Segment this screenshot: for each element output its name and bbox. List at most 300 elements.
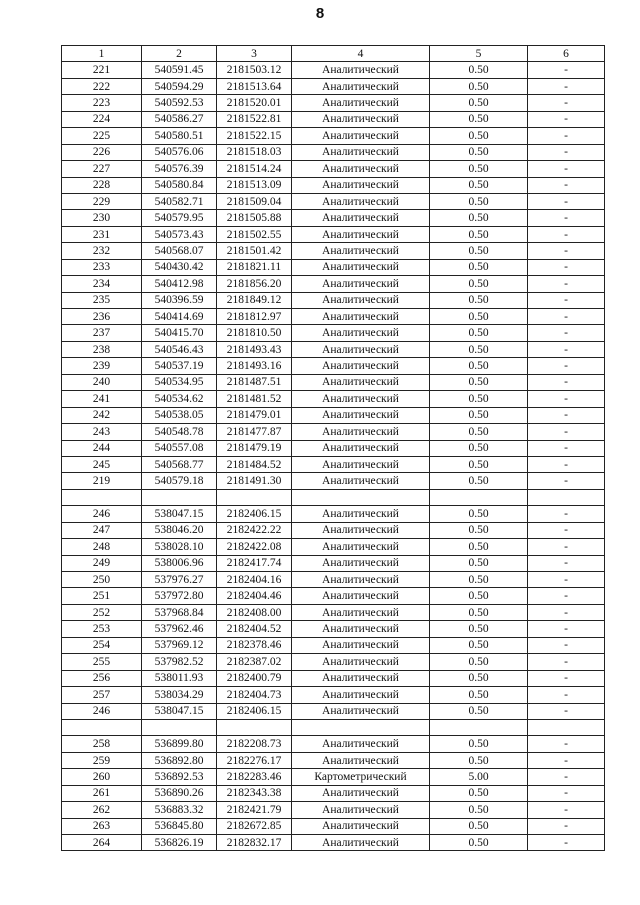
table-cell: 0.50 xyxy=(430,309,528,325)
table-row xyxy=(62,177,605,193)
table-cell: 2182404.73 xyxy=(217,687,292,703)
table-cell: 536883.32 xyxy=(142,802,217,818)
table-cell: Аналитический xyxy=(292,736,430,752)
table-cell: 0.50 xyxy=(430,374,528,390)
table-cell: Аналитический xyxy=(292,259,430,275)
table-cell: 241 xyxy=(62,391,142,407)
table-cell: 538047.15 xyxy=(142,703,217,719)
table-cell: 540576.39 xyxy=(142,161,217,177)
table-row xyxy=(62,309,605,325)
table-cell: 538047.15 xyxy=(142,506,217,522)
table-cell: 256 xyxy=(62,670,142,686)
table-row xyxy=(62,835,605,851)
header-cell: 6 xyxy=(528,46,605,62)
table-row xyxy=(62,489,605,505)
table-cell: 540568.77 xyxy=(142,456,217,472)
table-cell: 2181479.01 xyxy=(217,407,292,423)
table-cell: 0.50 xyxy=(430,276,528,292)
table-cell: 2182387.02 xyxy=(217,654,292,670)
table-cell: 260 xyxy=(62,769,142,785)
table-cell xyxy=(62,489,142,505)
table-cell: - xyxy=(528,506,605,522)
table-cell: 247 xyxy=(62,522,142,538)
table-cell: Картометрический xyxy=(292,769,430,785)
table-cell: 222 xyxy=(62,78,142,94)
table-row xyxy=(62,341,605,357)
table-row xyxy=(62,687,605,703)
table-cell: - xyxy=(528,703,605,719)
table-cell: 538028.10 xyxy=(142,539,217,555)
table-cell: - xyxy=(528,309,605,325)
table-cell: 2182422.08 xyxy=(217,539,292,555)
table-row xyxy=(62,193,605,209)
table-cell: 246 xyxy=(62,703,142,719)
table-cell: 0.50 xyxy=(430,687,528,703)
table-row xyxy=(62,456,605,472)
table-cell: 540534.95 xyxy=(142,374,217,390)
table-cell: Аналитический xyxy=(292,802,430,818)
table-cell: Аналитический xyxy=(292,391,430,407)
table-cell: 2182276.17 xyxy=(217,752,292,768)
table-cell: - xyxy=(528,243,605,259)
table-row xyxy=(62,292,605,308)
table-row xyxy=(62,276,605,292)
table-cell: Аналитический xyxy=(292,309,430,325)
table-cell: Аналитический xyxy=(292,226,430,242)
table-cell: - xyxy=(528,670,605,686)
table-cell: 2181821.11 xyxy=(217,259,292,275)
table-cell: - xyxy=(528,687,605,703)
table-row xyxy=(62,752,605,768)
table-cell: 0.50 xyxy=(430,111,528,127)
table-cell: Аналитический xyxy=(292,144,430,160)
table-cell: 2182406.15 xyxy=(217,506,292,522)
table-cell: - xyxy=(528,193,605,209)
table-row xyxy=(62,440,605,456)
table-cell: 2182378.46 xyxy=(217,637,292,653)
table-cell: Аналитический xyxy=(292,555,430,571)
header-cell: 4 xyxy=(292,46,430,62)
table-cell xyxy=(528,719,605,735)
table-cell: 2182343.38 xyxy=(217,785,292,801)
table-cell: 224 xyxy=(62,111,142,127)
table-cell xyxy=(430,719,528,735)
table-cell: 2181513.64 xyxy=(217,78,292,94)
table-cell: 2182404.52 xyxy=(217,621,292,637)
table-cell: 0.50 xyxy=(430,835,528,851)
table-cell: - xyxy=(528,391,605,407)
table-cell: - xyxy=(528,835,605,851)
table-row xyxy=(62,802,605,818)
table-cell: 259 xyxy=(62,752,142,768)
table-cell: 540591.45 xyxy=(142,62,217,78)
table-cell: 0.50 xyxy=(430,292,528,308)
table-row xyxy=(62,243,605,259)
table-cell: 2182404.46 xyxy=(217,588,292,604)
table-cell: 262 xyxy=(62,802,142,818)
table-cell: - xyxy=(528,341,605,357)
table-cell: 233 xyxy=(62,259,142,275)
table-cell: 2181812.97 xyxy=(217,309,292,325)
table-cell: 2181503.12 xyxy=(217,62,292,78)
table-row xyxy=(62,769,605,785)
table-cell: 238 xyxy=(62,341,142,357)
table-cell: - xyxy=(528,210,605,226)
table-cell: 540537.19 xyxy=(142,358,217,374)
table-cell: 2182672.85 xyxy=(217,818,292,834)
table-cell: Аналитический xyxy=(292,572,430,588)
table-cell: - xyxy=(528,769,605,785)
table-cell: 2181484.52 xyxy=(217,456,292,472)
table-cell: 0.50 xyxy=(430,210,528,226)
table-cell: 2181518.03 xyxy=(217,144,292,160)
table-cell: - xyxy=(528,358,605,374)
table-row xyxy=(62,670,605,686)
table-cell: 228 xyxy=(62,177,142,193)
table-cell: - xyxy=(528,226,605,242)
table-row xyxy=(62,358,605,374)
table-cell: 254 xyxy=(62,637,142,653)
table-cell: 537972.80 xyxy=(142,588,217,604)
table-cell: - xyxy=(528,276,605,292)
table-cell: 540582.71 xyxy=(142,193,217,209)
table-cell: Аналитический xyxy=(292,358,430,374)
table-cell xyxy=(142,489,217,505)
table-cell: 2181509.04 xyxy=(217,193,292,209)
table-cell: - xyxy=(528,374,605,390)
table-cell: 0.50 xyxy=(430,654,528,670)
table-cell: 0.50 xyxy=(430,243,528,259)
table-cell: 5.00 xyxy=(430,769,528,785)
table-cell: 540586.27 xyxy=(142,111,217,127)
table-cell: 2181810.50 xyxy=(217,325,292,341)
table-cell: Аналитический xyxy=(292,341,430,357)
table-cell: 225 xyxy=(62,128,142,144)
table-cell: 0.50 xyxy=(430,604,528,620)
table-row xyxy=(62,374,605,390)
table-cell: 540557.08 xyxy=(142,440,217,456)
table-cell: 255 xyxy=(62,654,142,670)
table-cell: 0.50 xyxy=(430,752,528,768)
table-cell: - xyxy=(528,588,605,604)
table-cell: 261 xyxy=(62,785,142,801)
table-header xyxy=(62,46,605,62)
table-cell: 219 xyxy=(62,473,142,489)
table-cell: 2181493.16 xyxy=(217,358,292,374)
table-cell: - xyxy=(528,637,605,653)
table-cell: 2182417.74 xyxy=(217,555,292,571)
table-cell: 540592.53 xyxy=(142,95,217,111)
table-cell: 2181487.51 xyxy=(217,374,292,390)
table-cell: 2181514.24 xyxy=(217,161,292,177)
table-cell: - xyxy=(528,752,605,768)
table-cell: 246 xyxy=(62,506,142,522)
table-row xyxy=(62,161,605,177)
table-cell: - xyxy=(528,785,605,801)
table-cell: 248 xyxy=(62,539,142,555)
table-cell: Аналитический xyxy=(292,506,430,522)
table-cell: Аналитический xyxy=(292,292,430,308)
table-cell: Аналитический xyxy=(292,243,430,259)
table-cell: 536899.80 xyxy=(142,736,217,752)
table-cell: 252 xyxy=(62,604,142,620)
table-row xyxy=(62,128,605,144)
table-cell xyxy=(292,719,430,735)
table-cell: 234 xyxy=(62,276,142,292)
table-cell: 2182400.79 xyxy=(217,670,292,686)
table-cell: 251 xyxy=(62,588,142,604)
table-cell: 537976.27 xyxy=(142,572,217,588)
table-cell: - xyxy=(528,111,605,127)
table-cell: 0.50 xyxy=(430,539,528,555)
table-cell xyxy=(217,719,292,735)
table-cell: 0.50 xyxy=(430,473,528,489)
table-cell: 0.50 xyxy=(430,226,528,242)
table-row xyxy=(62,654,605,670)
table-cell: Аналитический xyxy=(292,62,430,78)
table-cell: 540415.70 xyxy=(142,325,217,341)
table-cell: 2182283.46 xyxy=(217,769,292,785)
table-cell: Аналитический xyxy=(292,670,430,686)
table-cell: 0.50 xyxy=(430,407,528,423)
table-cell: 0.50 xyxy=(430,177,528,193)
table-cell: 537962.46 xyxy=(142,621,217,637)
header-cell: 1 xyxy=(62,46,142,62)
table-cell: 236 xyxy=(62,309,142,325)
table-row xyxy=(62,78,605,94)
table-cell: 2182422.22 xyxy=(217,522,292,538)
table-cell: - xyxy=(528,177,605,193)
table-row xyxy=(62,407,605,423)
table-cell: 2181849.12 xyxy=(217,292,292,308)
table-cell: - xyxy=(528,539,605,555)
table-cell xyxy=(62,719,142,735)
table-cell: Аналитический xyxy=(292,539,430,555)
table-cell: 2182421.79 xyxy=(217,802,292,818)
table-cell: 263 xyxy=(62,818,142,834)
table-cell: 540430.42 xyxy=(142,259,217,275)
table-cell: 2182832.17 xyxy=(217,835,292,851)
header-cell: 5 xyxy=(430,46,528,62)
table-cell: - xyxy=(528,818,605,834)
table-cell: 0.50 xyxy=(430,440,528,456)
table-row xyxy=(62,555,605,571)
table-cell: 0.50 xyxy=(430,572,528,588)
table-cell: 0.50 xyxy=(430,128,528,144)
table-row xyxy=(62,226,605,242)
table-cell: 540538.05 xyxy=(142,407,217,423)
table-cell: Аналитический xyxy=(292,522,430,538)
table-row xyxy=(62,473,605,489)
table-cell: 257 xyxy=(62,687,142,703)
table-cell: - xyxy=(528,456,605,472)
table-cell: 237 xyxy=(62,325,142,341)
table-cell: 0.50 xyxy=(430,818,528,834)
table-cell: 536826.19 xyxy=(142,835,217,851)
table-cell: 0.50 xyxy=(430,522,528,538)
table-cell: 2182408.00 xyxy=(217,604,292,620)
table-cell: 537969.12 xyxy=(142,637,217,653)
table-cell: 540546.43 xyxy=(142,341,217,357)
table-cell: Аналитический xyxy=(292,78,430,94)
table-cell: Аналитический xyxy=(292,276,430,292)
table-cell: Аналитический xyxy=(292,424,430,440)
table-cell: Аналитический xyxy=(292,456,430,472)
table-cell: 227 xyxy=(62,161,142,177)
table-cell: 0.50 xyxy=(430,703,528,719)
table-cell: 2181481.52 xyxy=(217,391,292,407)
table-cell: 245 xyxy=(62,456,142,472)
table-cell: 226 xyxy=(62,144,142,160)
table-cell: - xyxy=(528,802,605,818)
table-row xyxy=(62,818,605,834)
table-cell: 0.50 xyxy=(430,193,528,209)
table-cell: - xyxy=(528,95,605,111)
table-row xyxy=(62,111,605,127)
table-cell: 0.50 xyxy=(430,144,528,160)
table-cell: 2181477.87 xyxy=(217,424,292,440)
table-cell xyxy=(292,489,430,505)
table-cell: 2181502.55 xyxy=(217,226,292,242)
table-cell: 540580.84 xyxy=(142,177,217,193)
table-cell: 540580.51 xyxy=(142,128,217,144)
table-cell: 0.50 xyxy=(430,506,528,522)
table-row xyxy=(62,703,605,719)
table-cell: 242 xyxy=(62,407,142,423)
table-cell: 540396.59 xyxy=(142,292,217,308)
table-cell: - xyxy=(528,522,605,538)
table-cell: 0.50 xyxy=(430,736,528,752)
table-cell: Аналитический xyxy=(292,588,430,604)
page-number: 8 xyxy=(315,5,325,22)
table-cell: - xyxy=(528,259,605,275)
header-row xyxy=(62,46,605,62)
table-cell: Аналитический xyxy=(292,621,430,637)
table-row xyxy=(62,259,605,275)
table-cell: 540594.29 xyxy=(142,78,217,94)
table-cell: Аналитический xyxy=(292,407,430,423)
table-cell xyxy=(217,489,292,505)
table-cell: 231 xyxy=(62,226,142,242)
table-cell: 235 xyxy=(62,292,142,308)
table-cell: - xyxy=(528,736,605,752)
table-row xyxy=(62,506,605,522)
coordinates-table xyxy=(61,45,605,851)
table-cell: Аналитический xyxy=(292,193,430,209)
table-cell: - xyxy=(528,78,605,94)
table-cell: 0.50 xyxy=(430,456,528,472)
table-cell: 0.50 xyxy=(430,95,528,111)
table-cell: - xyxy=(528,424,605,440)
table-cell: Аналитический xyxy=(292,210,430,226)
table-cell: 2181522.81 xyxy=(217,111,292,127)
table-cell: - xyxy=(528,473,605,489)
table-cell: 0.50 xyxy=(430,785,528,801)
table-cell: 537968.84 xyxy=(142,604,217,620)
table-cell: 2181505.88 xyxy=(217,210,292,226)
table-cell: 258 xyxy=(62,736,142,752)
table-row xyxy=(62,144,605,160)
table-cell: 2181491.30 xyxy=(217,473,292,489)
table-cell xyxy=(142,719,217,735)
table-cell: - xyxy=(528,604,605,620)
table-row xyxy=(62,736,605,752)
table-cell: 540414.69 xyxy=(142,309,217,325)
table-cell: Аналитический xyxy=(292,637,430,653)
table-row xyxy=(62,539,605,555)
table-cell: - xyxy=(528,407,605,423)
header-cell: 3 xyxy=(217,46,292,62)
table-cell: 0.50 xyxy=(430,555,528,571)
table-cell: 538011.93 xyxy=(142,670,217,686)
table-cell: 540568.07 xyxy=(142,243,217,259)
table-cell: 0.50 xyxy=(430,259,528,275)
table-cell: 240 xyxy=(62,374,142,390)
table-cell: 2181501.42 xyxy=(217,243,292,259)
table-cell: 536890.26 xyxy=(142,785,217,801)
table-cell: Аналитический xyxy=(292,752,430,768)
table-cell: 0.50 xyxy=(430,802,528,818)
table-cell: 0.50 xyxy=(430,341,528,357)
table-cell xyxy=(430,489,528,505)
table-row xyxy=(62,588,605,604)
table-cell: 232 xyxy=(62,243,142,259)
table-cell: 0.50 xyxy=(430,637,528,653)
table-cell: 536845.80 xyxy=(142,818,217,834)
table-cell: 264 xyxy=(62,835,142,851)
table-cell: 2181856.20 xyxy=(217,276,292,292)
table-cell: Аналитический xyxy=(292,95,430,111)
table-row xyxy=(62,572,605,588)
table-cell: 223 xyxy=(62,95,142,111)
table-cell: Аналитический xyxy=(292,473,430,489)
table-cell: Аналитический xyxy=(292,687,430,703)
table-cell: - xyxy=(528,555,605,571)
table-cell: 230 xyxy=(62,210,142,226)
table-cell: - xyxy=(528,62,605,78)
table-cell: 540548.78 xyxy=(142,424,217,440)
table-cell: 2181522.15 xyxy=(217,128,292,144)
table-cell: - xyxy=(528,325,605,341)
table-cell: Аналитический xyxy=(292,177,430,193)
table-body xyxy=(62,62,605,851)
table-cell: 0.50 xyxy=(430,358,528,374)
table-row xyxy=(62,604,605,620)
table-cell: 2181479.19 xyxy=(217,440,292,456)
table-cell: 2181520.01 xyxy=(217,95,292,111)
header-cell: 2 xyxy=(142,46,217,62)
table-row xyxy=(62,210,605,226)
table-cell: 239 xyxy=(62,358,142,374)
table-cell: 538034.29 xyxy=(142,687,217,703)
table-cell: 229 xyxy=(62,193,142,209)
table-cell: Аналитический xyxy=(292,835,430,851)
table-row xyxy=(62,325,605,341)
table-cell: 536892.80 xyxy=(142,752,217,768)
table-cell: 0.50 xyxy=(430,588,528,604)
table-cell: 540579.18 xyxy=(142,473,217,489)
table-cell: - xyxy=(528,144,605,160)
table-cell: 538006.96 xyxy=(142,555,217,571)
table-cell: 249 xyxy=(62,555,142,571)
table-cell: 2182404.16 xyxy=(217,572,292,588)
table-cell: Аналитический xyxy=(292,703,430,719)
table-cell: 0.50 xyxy=(430,78,528,94)
table-cell: 253 xyxy=(62,621,142,637)
table-cell: 0.50 xyxy=(430,161,528,177)
table-cell: 221 xyxy=(62,62,142,78)
table-cell: Аналитический xyxy=(292,325,430,341)
